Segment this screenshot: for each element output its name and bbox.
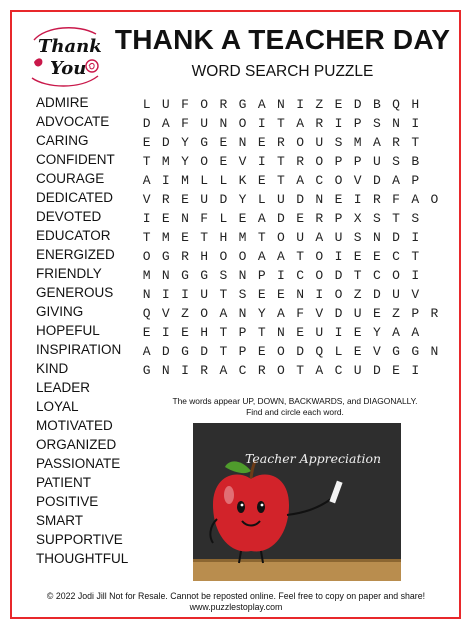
- grid-row: [137, 266, 444, 285]
- instructions: [150, 396, 440, 417]
- grid-letter[interactable]: T: [219, 287, 228, 302]
- grid-letter[interactable]: T: [142, 154, 151, 169]
- grid-letter[interactable]: N: [372, 230, 381, 245]
- grid-letter[interactable]: I: [161, 287, 170, 302]
- grid-letter[interactable]: T: [142, 230, 151, 245]
- grid-letter[interactable]: A: [161, 116, 170, 131]
- grid-letter[interactable]: S: [372, 116, 381, 131]
- grid-letter[interactable]: R: [257, 363, 266, 378]
- grid-letter[interactable]: U: [372, 154, 381, 169]
- grid-letter[interactable]: M: [181, 173, 189, 188]
- grid-letter[interactable]: D: [161, 135, 170, 150]
- grid-letter[interactable]: T: [296, 249, 304, 264]
- grid-letter[interactable]: I: [161, 173, 170, 188]
- grid-letter[interactable]: F: [181, 97, 189, 112]
- grid-letter[interactable]: F: [296, 306, 304, 321]
- grid-letter[interactable]: U: [334, 230, 343, 245]
- grid-letter[interactable]: A: [296, 116, 304, 131]
- grid-letter[interactable]: T: [411, 249, 420, 264]
- grid-letter[interactable]: B: [411, 154, 420, 169]
- grid-letter[interactable]: Z: [315, 97, 324, 112]
- grid-letter[interactable]: I: [181, 287, 189, 302]
- grid-letter[interactable]: N: [238, 306, 247, 321]
- grid-letter[interactable]: D: [219, 192, 228, 207]
- grid-letter[interactable]: T: [277, 116, 285, 131]
- grid-letter[interactable]: Z: [392, 306, 400, 321]
- grid-letter[interactable]: A: [392, 173, 400, 188]
- grid-row: [137, 190, 444, 209]
- grid-letter[interactable]: S: [238, 287, 247, 302]
- grid-letter[interactable]: A: [142, 344, 151, 359]
- grid-letter[interactable]: N: [219, 116, 228, 131]
- grid-letter[interactable]: E: [142, 325, 151, 340]
- grid-letter[interactable]: V: [315, 306, 324, 321]
- logo-rose-petal: [89, 63, 94, 68]
- grid-letter[interactable]: T: [200, 230, 209, 245]
- grid-letter[interactable]: E: [392, 363, 400, 378]
- grid-letter[interactable]: O: [430, 192, 439, 207]
- apple-left-eye: [237, 501, 245, 513]
- grid-letter[interactable]: I: [257, 116, 266, 131]
- grid-letter[interactable]: G: [181, 268, 189, 283]
- logo-text-you: You: [50, 58, 87, 79]
- grid-letter[interactable]: U: [315, 325, 324, 340]
- chalkboard-art: [193, 423, 401, 581]
- grid-letter[interactable]: Y: [181, 154, 189, 169]
- grid-letter[interactable]: N: [392, 116, 400, 131]
- grid-letter[interactable]: U: [200, 192, 209, 207]
- grid-row: [137, 95, 444, 114]
- grid-letter[interactable]: A: [219, 363, 228, 378]
- logo-text-thank: Thank: [38, 36, 102, 57]
- chalk-stick: [329, 481, 342, 504]
- grid-row: [137, 285, 444, 304]
- grid-letter[interactable]: R: [200, 363, 209, 378]
- grid-letter[interactable]: E: [257, 173, 266, 188]
- grid-letter[interactable]: C: [372, 268, 381, 283]
- instructions-line-2: Find and circle each word.: [246, 406, 344, 417]
- grid-letter[interactable]: A: [277, 306, 285, 321]
- word-list-item: CONFIDENT: [36, 152, 115, 167]
- grid-letter[interactable]: H: [411, 97, 420, 112]
- grid-letter[interactable]: E: [277, 287, 285, 302]
- grid-letter[interactable]: O: [315, 154, 324, 169]
- grid-letter[interactable]: A: [392, 325, 400, 340]
- grid-letter[interactable]: F: [392, 192, 400, 207]
- word-list-item: INSPIRATION: [36, 342, 122, 357]
- grid-letter[interactable]: I: [142, 211, 151, 226]
- word-list: [36, 93, 146, 568]
- grid-letter[interactable]: O: [315, 249, 324, 264]
- grid-letter[interactable]: A: [315, 363, 324, 378]
- grid-letter[interactable]: N: [277, 97, 285, 112]
- grid-letter[interactable]: T: [353, 268, 362, 283]
- grid-letter[interactable]: Y: [238, 192, 247, 207]
- grid-letter[interactable]: R: [372, 192, 381, 207]
- grid-letter[interactable]: P: [238, 344, 247, 359]
- grid-letter[interactable]: O: [200, 97, 209, 112]
- grid-letter[interactable]: S: [392, 154, 400, 169]
- apple-highlight: [224, 486, 234, 504]
- grid-letter[interactable]: O: [296, 135, 304, 150]
- grid-letter[interactable]: A: [315, 230, 324, 245]
- grid-letter[interactable]: E: [334, 97, 343, 112]
- grid-letter[interactable]: V: [411, 287, 420, 302]
- grid-letter[interactable]: M: [353, 135, 362, 150]
- grid-letter[interactable]: Q: [142, 306, 151, 321]
- grid-letter[interactable]: E: [296, 211, 304, 226]
- grid-letter[interactable]: E: [161, 211, 170, 226]
- grid-letter[interactable]: T: [277, 154, 285, 169]
- grid-letter[interactable]: U: [161, 97, 170, 112]
- word-list-item: MOTIVATED: [36, 418, 113, 433]
- word-list-item: DEDICATED: [36, 190, 114, 205]
- grid-letter[interactable]: T: [296, 363, 304, 378]
- grid-letter[interactable]: D: [277, 211, 285, 226]
- grid-letter[interactable]: L: [219, 211, 228, 226]
- grid-letter[interactable]: I: [334, 325, 343, 340]
- grid-letter[interactable]: K: [238, 173, 247, 188]
- word-list-item: GIVING: [36, 304, 84, 319]
- grid-letter[interactable]: O: [200, 154, 209, 169]
- grid-letter[interactable]: Q: [392, 97, 400, 112]
- grid-letter[interactable]: L: [219, 173, 228, 188]
- grid-letter[interactable]: P: [353, 116, 362, 131]
- grid-letter[interactable]: T: [411, 135, 420, 150]
- grid-letter[interactable]: E: [372, 249, 381, 264]
- grid-letter[interactable]: T: [219, 325, 228, 340]
- grid-letter[interactable]: D: [334, 268, 343, 283]
- grid-letter[interactable]: Y: [257, 306, 266, 321]
- grid-letter[interactable]: I: [315, 287, 324, 302]
- grid-letter[interactable]: N: [430, 344, 439, 359]
- grid-letter[interactable]: P: [411, 173, 420, 188]
- grid-letter[interactable]: I: [277, 268, 285, 283]
- grid-letter[interactable]: C: [392, 249, 400, 264]
- grid-letter[interactable]: R: [161, 192, 170, 207]
- grid-letter[interactable]: U: [353, 306, 362, 321]
- word-list-item: THOUGHTFUL: [36, 551, 129, 566]
- grid-letter[interactable]: O: [277, 344, 285, 359]
- grid-row: [137, 209, 444, 228]
- grid-letter[interactable]: O: [200, 306, 209, 321]
- grid-letter[interactable]: F: [181, 116, 189, 131]
- grid-letter[interactable]: E: [142, 135, 151, 150]
- grid-letter[interactable]: G: [200, 268, 209, 283]
- grid-letter[interactable]: L: [200, 173, 209, 188]
- grid-letter[interactable]: S: [372, 211, 381, 226]
- page-subtitle: WORD SEARCH PUZZLE: [191, 63, 374, 80]
- grid-letter[interactable]: I: [296, 97, 304, 112]
- grid-letter[interactable]: U: [353, 363, 362, 378]
- grid-letter[interactable]: T: [392, 211, 400, 226]
- grid-letter[interactable]: D: [334, 306, 343, 321]
- grid-letter[interactable]: R: [181, 249, 189, 264]
- word-list-item: PASSIONATE: [36, 456, 121, 471]
- grid-letter[interactable]: R: [219, 97, 228, 112]
- grid-letter[interactable]: E: [181, 325, 189, 340]
- grid-letter[interactable]: G: [411, 344, 420, 359]
- grid-letter[interactable]: N: [161, 363, 170, 378]
- word-list-item: EDUCATOR: [36, 228, 111, 243]
- word-list-item: COURAGE: [36, 171, 105, 186]
- word-list-item: SMART: [36, 513, 84, 528]
- grid-letter[interactable]: N: [238, 268, 247, 283]
- grid-letter[interactable]: I: [181, 363, 189, 378]
- grid-letter[interactable]: S: [411, 211, 420, 226]
- grid-letter[interactable]: D: [142, 116, 151, 131]
- grid-letter[interactable]: I: [353, 192, 362, 207]
- grid-letter[interactable]: I: [411, 230, 420, 245]
- grid-letter[interactable]: O: [277, 363, 285, 378]
- grid-letter[interactable]: E: [353, 344, 362, 359]
- grid-letter[interactable]: A: [219, 306, 228, 321]
- word-list-item: FRIENDLY: [36, 266, 102, 281]
- grid-letter[interactable]: V: [142, 192, 151, 207]
- grid-letter[interactable]: D: [161, 344, 170, 359]
- grid-letter[interactable]: O: [392, 268, 400, 283]
- grid-letter[interactable]: H: [200, 249, 209, 264]
- grid-letter[interactable]: D: [353, 97, 362, 112]
- grid-letter[interactable]: A: [257, 211, 266, 226]
- letter-grid: [137, 95, 444, 380]
- grid-letter[interactable]: V: [353, 173, 362, 188]
- grid-letter[interactable]: R: [277, 135, 285, 150]
- grid-letter[interactable]: D: [392, 230, 400, 245]
- grid-row: [137, 342, 444, 361]
- apple-right-arm: [287, 499, 331, 515]
- grid-letter[interactable]: G: [200, 135, 209, 150]
- word-list-item: KIND: [36, 361, 69, 376]
- grid-row: [137, 171, 444, 190]
- grid-letter[interactable]: M: [161, 230, 170, 245]
- grid-letter[interactable]: D: [200, 344, 209, 359]
- word-list-item: SUPPORTIVE: [36, 532, 123, 547]
- grid-letter[interactable]: D: [372, 287, 381, 302]
- grid-letter[interactable]: E: [257, 135, 266, 150]
- grid-letter[interactable]: O: [238, 116, 247, 131]
- grid-letter[interactable]: N: [181, 211, 189, 226]
- grid-letter[interactable]: D: [296, 344, 304, 359]
- grid-row: [137, 247, 444, 266]
- grid-letter[interactable]: E: [257, 287, 266, 302]
- grid-letter[interactable]: I: [334, 249, 343, 264]
- desk-edge: [193, 559, 401, 562]
- grid-letter[interactable]: R: [315, 116, 324, 131]
- grid-letter[interactable]: P: [334, 154, 343, 169]
- word-list-item: POSITIVE: [36, 494, 99, 509]
- grid-letter[interactable]: E: [372, 306, 381, 321]
- grid-letter[interactable]: M: [161, 154, 170, 169]
- grid-letter[interactable]: N: [277, 325, 285, 340]
- grid-letter[interactable]: A: [296, 173, 304, 188]
- grid-letter[interactable]: L: [142, 97, 151, 112]
- grid-letter[interactable]: N: [238, 135, 247, 150]
- word-list-item: PATIENT: [36, 475, 92, 490]
- grid-letter[interactable]: O: [315, 268, 324, 283]
- apple-right-eye: [257, 501, 265, 513]
- grid-letter[interactable]: S: [219, 268, 228, 283]
- grid-letter[interactable]: A: [372, 135, 381, 150]
- grid-letter[interactable]: G: [142, 363, 151, 378]
- apple-body-icon: [213, 475, 289, 552]
- logo-leaf-icon: [34, 58, 42, 66]
- word-list-item: CARING: [36, 133, 89, 148]
- page-title: THANK A TEACHER DAY: [114, 24, 451, 55]
- word-list-item: DEVOTED: [36, 209, 102, 224]
- grid-letter[interactable]: L: [257, 192, 266, 207]
- grid-letter[interactable]: Z: [353, 287, 362, 302]
- grid-letter[interactable]: R: [296, 154, 304, 169]
- grid-letter[interactable]: C: [334, 363, 343, 378]
- grid-letter[interactable]: U: [315, 135, 324, 150]
- chalkboard-title: Teacher Appreciation: [245, 451, 382, 466]
- grid-letter[interactable]: R: [430, 306, 439, 321]
- website-link[interactable]: www.puzzlestoplay.com: [189, 602, 283, 612]
- grid-letter[interactable]: I: [411, 268, 420, 283]
- grid-row: [137, 361, 444, 380]
- grid-letter[interactable]: A: [257, 249, 266, 264]
- grid-row: [137, 304, 444, 323]
- grid-letter[interactable]: P: [257, 268, 266, 283]
- grid-letter[interactable]: A: [411, 325, 420, 340]
- word-list-item: ADVOCATE: [36, 114, 110, 129]
- grid-letter[interactable]: R: [315, 211, 324, 226]
- grid-letter[interactable]: U: [200, 287, 209, 302]
- grid-letter[interactable]: Z: [181, 306, 189, 321]
- grid-letter[interactable]: O: [334, 173, 343, 188]
- grid-letter[interactable]: M: [238, 230, 247, 245]
- grid-letter[interactable]: I: [411, 363, 420, 378]
- grid-letter[interactable]: U: [296, 230, 304, 245]
- grid-letter[interactable]: E: [181, 192, 189, 207]
- word-list-item: ENERGIZED: [36, 247, 115, 262]
- grid-letter[interactable]: G: [181, 344, 189, 359]
- grid-letter[interactable]: P: [238, 325, 247, 340]
- grid-letter[interactable]: E: [257, 344, 266, 359]
- grid-letter[interactable]: N: [161, 268, 170, 283]
- grid-letter[interactable]: F: [200, 211, 209, 226]
- grid-letter[interactable]: N: [142, 287, 151, 302]
- grid-letter[interactable]: C: [315, 173, 324, 188]
- word-list-item: ADMIRE: [36, 95, 89, 110]
- grid-letter[interactable]: X: [353, 211, 362, 226]
- grid-letter[interactable]: T: [277, 173, 285, 188]
- grid-letter[interactable]: E: [353, 249, 362, 264]
- grid-letter[interactable]: P: [411, 306, 420, 321]
- grid-letter[interactable]: D: [296, 192, 304, 207]
- grid-letter[interactable]: A: [277, 249, 285, 264]
- grid-letter[interactable]: T: [219, 344, 228, 359]
- grid-letter[interactable]: A: [411, 192, 420, 207]
- grid-letter[interactable]: A: [142, 173, 151, 188]
- grid-letter[interactable]: E: [334, 192, 343, 207]
- grid-letter[interactable]: E: [181, 230, 189, 245]
- grid-letter[interactable]: N: [296, 287, 304, 302]
- grid-letter[interactable]: G: [238, 97, 247, 112]
- grid-letter[interactable]: Q: [315, 344, 324, 359]
- grid-letter[interactable]: L: [334, 344, 343, 359]
- teacher-appreciation-illustration: [193, 423, 401, 581]
- grid-letter[interactable]: G: [161, 249, 170, 264]
- grid-row: [137, 114, 444, 133]
- footer: [14, 591, 458, 613]
- grid-letter[interactable]: D: [372, 173, 381, 188]
- grid-row: [137, 152, 444, 171]
- grid-letter[interactable]: G: [392, 344, 400, 359]
- grid-letter[interactable]: T: [257, 325, 266, 340]
- grid-letter[interactable]: I: [334, 116, 343, 131]
- grid-letter[interactable]: O: [219, 249, 228, 264]
- grid-letter[interactable]: I: [411, 116, 420, 131]
- grid-letter[interactable]: O: [142, 249, 151, 264]
- grid-letter[interactable]: R: [392, 135, 400, 150]
- grid-letter[interactable]: Y: [181, 135, 189, 150]
- grid-letter[interactable]: V: [161, 306, 170, 321]
- grid-letter[interactable]: S: [334, 135, 343, 150]
- grid-letter[interactable]: C: [296, 268, 304, 283]
- grid-letter[interactable]: H: [200, 325, 209, 340]
- grid-letter[interactable]: O: [277, 230, 285, 245]
- thank-you-logo: [26, 22, 104, 92]
- word-list-item: LOYAL: [36, 399, 79, 414]
- grid-letter[interactable]: T: [257, 230, 266, 245]
- grid-letter[interactable]: I: [161, 325, 170, 340]
- grid-letter[interactable]: I: [257, 154, 266, 169]
- grid-letter[interactable]: V: [238, 154, 247, 169]
- grid-letter[interactable]: U: [277, 192, 285, 207]
- grid-letter[interactable]: V: [372, 344, 381, 359]
- grid-letter[interactable]: A: [257, 97, 266, 112]
- grid-letter[interactable]: D: [372, 363, 381, 378]
- grid-letter[interactable]: Y: [372, 325, 381, 340]
- word-list-item: ORGANIZED: [36, 437, 117, 452]
- grid-letter[interactable]: E: [219, 135, 228, 150]
- grid-letter[interactable]: U: [392, 287, 400, 302]
- grid-letter[interactable]: C: [238, 363, 247, 378]
- word-list-item: HOPEFUL: [36, 323, 100, 338]
- grid-letter[interactable]: E: [296, 325, 304, 340]
- grid-letter[interactable]: E: [238, 211, 247, 226]
- grid-letter[interactable]: B: [372, 97, 381, 112]
- grid-letter[interactable]: E: [219, 154, 228, 169]
- grid-letter[interactable]: M: [142, 268, 151, 283]
- logo-rose-icon: [86, 60, 98, 72]
- grid-letter[interactable]: O: [238, 249, 247, 264]
- word-list-item: LEADER: [36, 380, 91, 395]
- grid-letter[interactable]: P: [353, 154, 362, 169]
- grid-row: [137, 323, 444, 342]
- grid-letter[interactable]: N: [315, 192, 324, 207]
- grid-letter[interactable]: H: [219, 230, 228, 245]
- grid-row: [137, 228, 444, 247]
- grid-letter[interactable]: S: [353, 230, 362, 245]
- copyright-notice: © 2022 Jodi Jill Not for Resale. Cannot be reposted online. Feel free to copy on paper and share!: [46, 591, 426, 601]
- grid-letter[interactable]: P: [334, 211, 343, 226]
- grid-letter[interactable]: U: [200, 116, 209, 131]
- grid-letter[interactable]: E: [353, 325, 362, 340]
- instructions-line-1: The words appear UP, DOWN, BACKWARDS, and DIAGONALLY.: [172, 396, 418, 406]
- word-list-item: GENEROUS: [36, 285, 114, 300]
- grid-row: [137, 133, 444, 152]
- desk-surface: [193, 561, 401, 581]
- grid-letter[interactable]: O: [334, 287, 343, 302]
